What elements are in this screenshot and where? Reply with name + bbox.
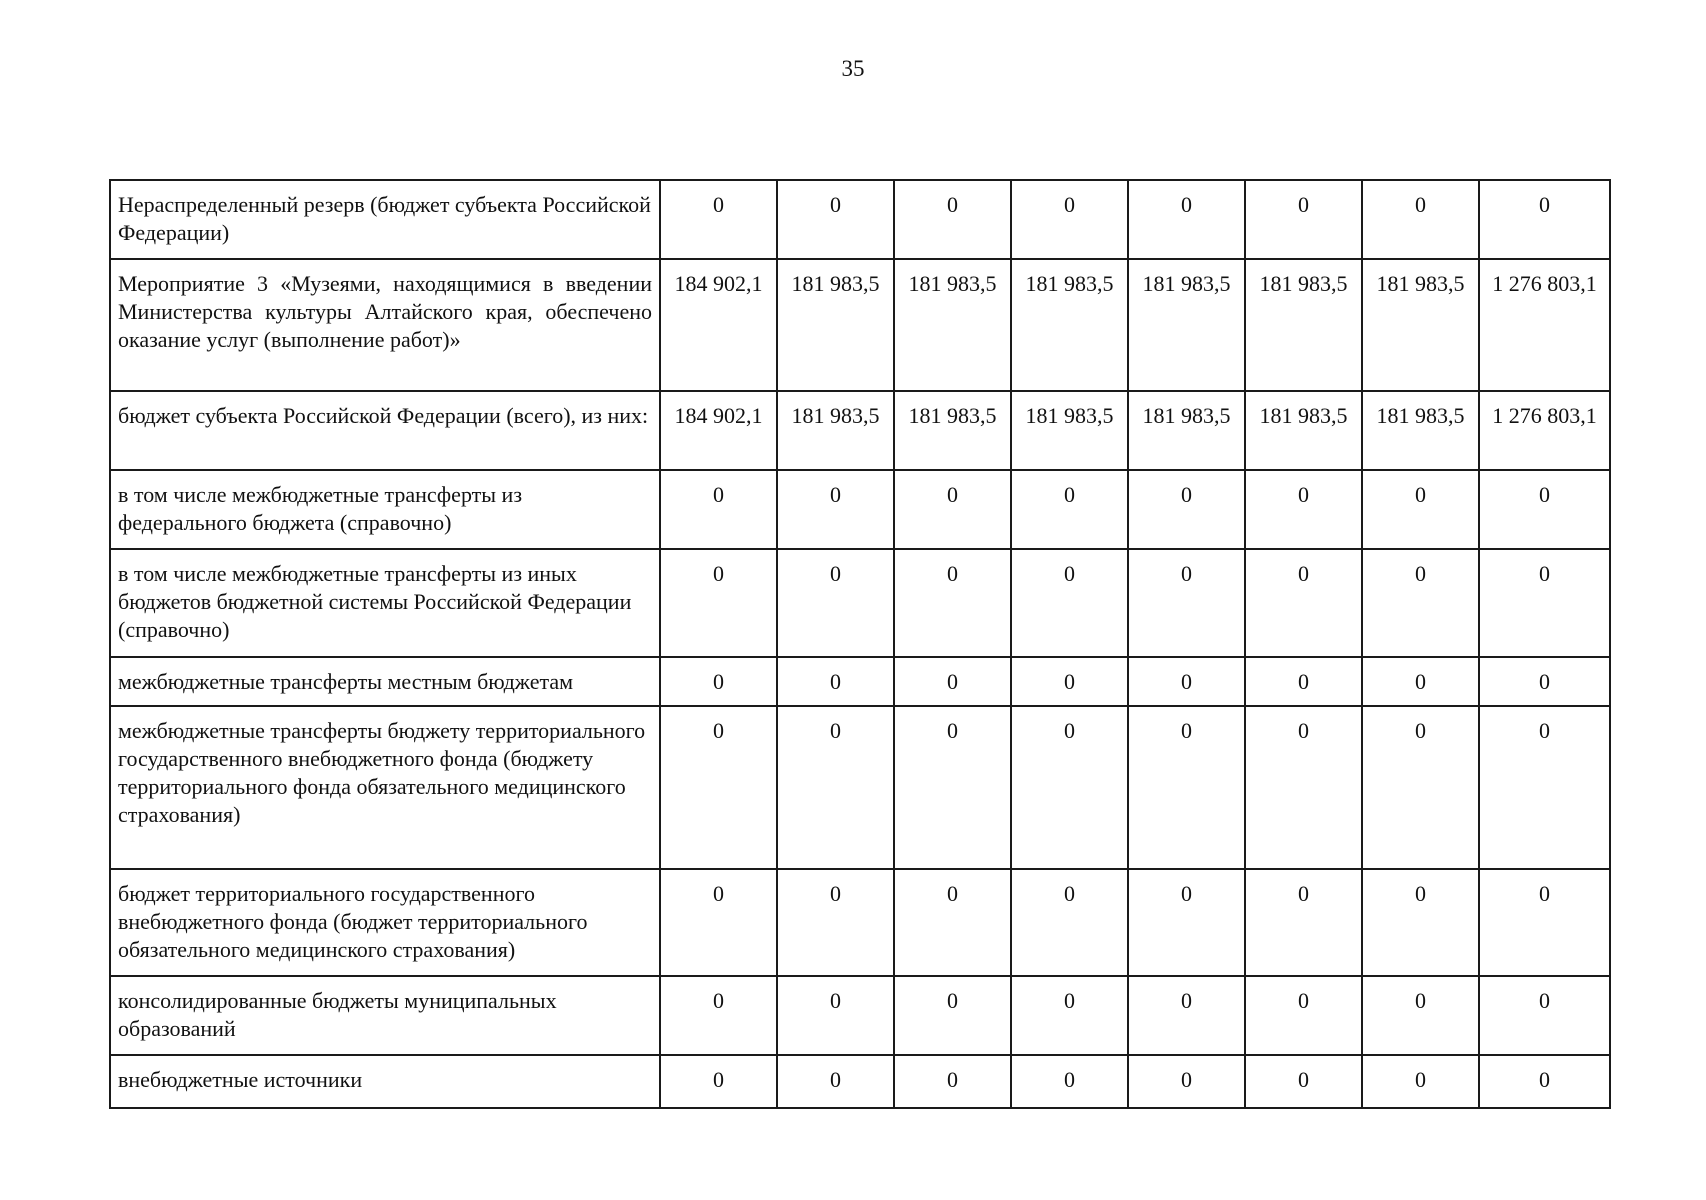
row-year-value: 0: [1011, 1055, 1128, 1108]
row-total-value: 0: [1479, 706, 1610, 869]
row-year-value: 0: [660, 657, 777, 706]
table-row: [110, 259, 1610, 391]
row-year-value: 0: [894, 180, 1011, 259]
row-year-value: 181 983,5: [1128, 391, 1245, 470]
row-year-value: 181 983,5: [1128, 259, 1245, 391]
row-year-value: 0: [1362, 657, 1479, 706]
row-year-value: 0: [894, 549, 1011, 657]
row-year-value: 0: [1245, 180, 1362, 259]
row-year-value: 184 902,1: [660, 259, 777, 391]
table-row: [110, 180, 1610, 259]
row-year-value: 0: [777, 869, 894, 976]
row-total-value: 0: [1479, 470, 1610, 549]
row-total-value: 0: [1479, 869, 1610, 976]
row-year-value: 0: [1362, 470, 1479, 549]
row-year-value: 0: [660, 706, 777, 869]
row-year-value: 0: [1128, 976, 1245, 1055]
row-year-value: 0: [777, 470, 894, 549]
row-total-value: 0: [1479, 549, 1610, 657]
row-year-value: 181 983,5: [777, 259, 894, 391]
row-total-value: 0: [1479, 657, 1610, 706]
table-row: [110, 706, 1610, 869]
row-year-value: 0: [1362, 869, 1479, 976]
budget-table: [109, 179, 1611, 1109]
row-year-value: 0: [777, 657, 894, 706]
row-year-value: 0: [777, 706, 894, 869]
row-year-value: 0: [660, 470, 777, 549]
row-year-value: 0: [1128, 549, 1245, 657]
row-year-value: 0: [894, 1055, 1011, 1108]
row-year-value: 0: [1245, 1055, 1362, 1108]
page-number: 35: [841, 56, 865, 81]
row-year-value: 181 983,5: [777, 391, 894, 470]
row-year-value: 0: [1128, 470, 1245, 549]
row-year-value: 0: [1011, 869, 1128, 976]
row-year-value: 0: [1128, 180, 1245, 259]
row-year-value: 0: [1245, 549, 1362, 657]
row-year-value: 0: [777, 180, 894, 259]
row-year-value: 181 983,5: [1011, 259, 1128, 391]
row-year-value: 0: [1011, 180, 1128, 259]
row-year-value: 184 902,1: [660, 391, 777, 470]
table-row: [110, 869, 1610, 976]
row-year-value: 0: [1245, 657, 1362, 706]
table-row: [110, 1055, 1610, 1108]
table-row: [110, 976, 1610, 1055]
row-year-value: 0: [894, 470, 1011, 549]
row-label: Мероприятие 3 «Музеями, находящимися в введении Министерства культуры Алтайского края, обеспечено оказание услуг (выполнение работ)»: [110, 259, 660, 391]
row-total-value: 1 276 803,1: [1479, 259, 1610, 391]
row-year-value: 0: [660, 549, 777, 657]
row-year-value: 0: [777, 549, 894, 657]
row-year-value: 0: [660, 976, 777, 1055]
row-year-value: 181 983,5: [1011, 391, 1128, 470]
table-row: [110, 470, 1610, 549]
row-total-value: 0: [1479, 1055, 1610, 1108]
row-label: внебюджетные источники: [110, 1055, 660, 1108]
row-year-value: 0: [1128, 1055, 1245, 1108]
row-year-value: 0: [894, 706, 1011, 869]
row-total-value: 0: [1479, 976, 1610, 1055]
row-year-value: 0: [1362, 706, 1479, 869]
row-year-value: 0: [1128, 657, 1245, 706]
row-year-value: 0: [1245, 470, 1362, 549]
row-year-value: 0: [1128, 706, 1245, 869]
row-year-value: 181 983,5: [1245, 259, 1362, 391]
row-label: бюджет субъекта Российской Федерации (всего), из них:: [110, 391, 660, 470]
row-total-value: 1 276 803,1: [1479, 391, 1610, 470]
row-year-value: 0: [894, 657, 1011, 706]
row-year-value: 0: [1011, 657, 1128, 706]
row-year-value: 0: [777, 1055, 894, 1108]
row-year-value: 0: [1011, 976, 1128, 1055]
row-year-value: 181 983,5: [1245, 391, 1362, 470]
row-label: в том числе межбюджетные трансферты из федерального бюджета (справочно): [110, 470, 660, 549]
row-year-value: 0: [894, 869, 1011, 976]
row-label: бюджет территориального государственного внебюджетного фонда (бюджет территориального обязательного медицинского страхования): [110, 869, 660, 976]
row-year-value: 0: [1011, 470, 1128, 549]
row-label: в том числе межбюджетные трансферты из иных бюджетов бюджетной системы Российской Федерации (справочно): [110, 549, 660, 657]
row-year-value: 0: [660, 1055, 777, 1108]
row-year-value: 0: [1245, 976, 1362, 1055]
row-year-value: 181 983,5: [1362, 391, 1479, 470]
row-label: консолидированные бюджеты муниципальных образований: [110, 976, 660, 1055]
row-year-value: 0: [777, 976, 894, 1055]
table-row: [110, 549, 1610, 657]
row-total-value: 0: [1479, 180, 1610, 259]
row-year-value: 181 983,5: [894, 391, 1011, 470]
row-year-value: 0: [1128, 869, 1245, 976]
row-label: межбюджетные трансферты бюджету территориального государственного внебюджетного фонда (бюджету территориального фонда обязательного медицинского страхования): [110, 706, 660, 869]
row-year-value: 0: [1245, 706, 1362, 869]
row-label: межбюджетные трансферты местным бюджетам: [110, 657, 660, 706]
row-year-value: 0: [1362, 976, 1479, 1055]
table-body: [110, 180, 1610, 1108]
table-row: [110, 657, 1610, 706]
row-year-value: 0: [660, 180, 777, 259]
row-year-value: 0: [660, 869, 777, 976]
row-label: Нераспределенный резерв (бюджет субъекта Российской Федерации): [110, 180, 660, 259]
row-year-value: 181 983,5: [1362, 259, 1479, 391]
row-year-value: 0: [894, 976, 1011, 1055]
row-year-value: 0: [1362, 1055, 1479, 1108]
row-year-value: 181 983,5: [894, 259, 1011, 391]
row-year-value: 0: [1011, 706, 1128, 869]
row-year-value: 0: [1362, 180, 1479, 259]
row-year-value: 0: [1011, 549, 1128, 657]
row-year-value: 0: [1245, 869, 1362, 976]
row-year-value: 0: [1362, 549, 1479, 657]
table-row: [110, 391, 1610, 470]
